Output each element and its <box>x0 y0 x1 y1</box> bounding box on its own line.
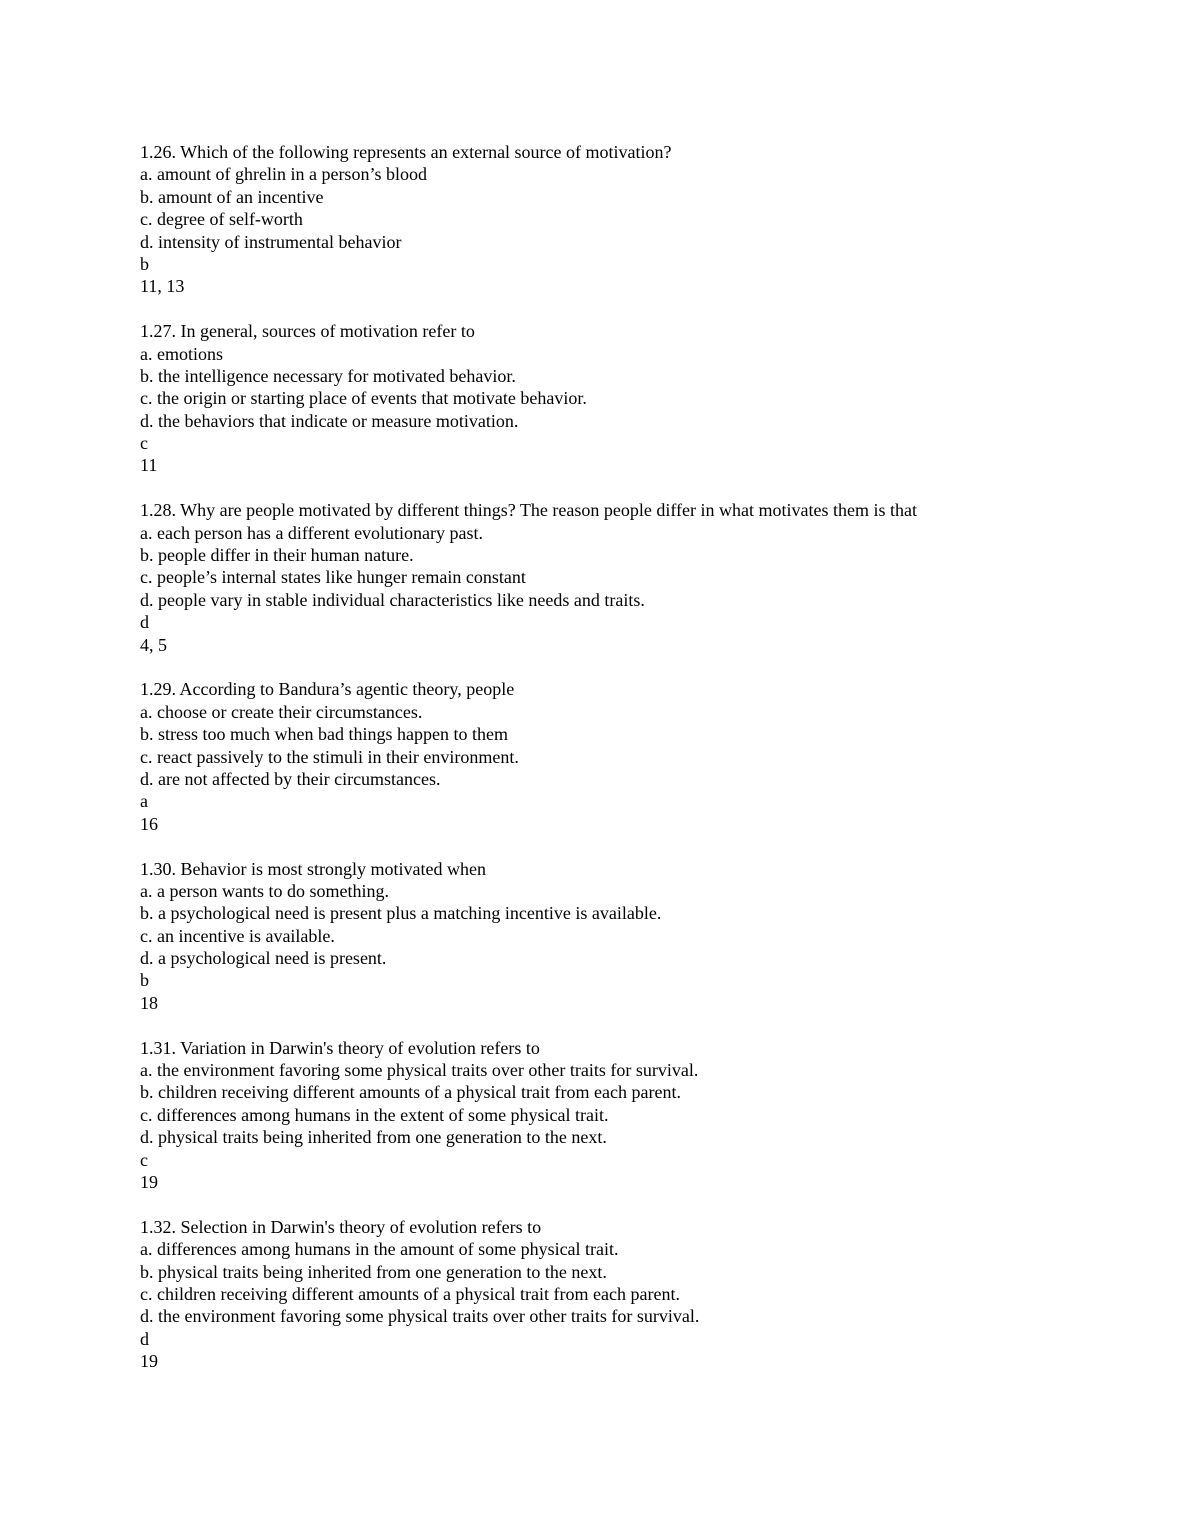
page-reference: 11 <box>140 455 158 476</box>
question-stem: 1.31. Variation in Darwin's theory of evolution refers to <box>140 1037 540 1058</box>
question-stem: 1.32. Selection in Darwin's theory of evolution refers to <box>140 1216 542 1237</box>
question-stem: 1.28. Why are people motivated by different things? The reason people differ in what motivates them is that <box>140 500 917 521</box>
answer-option-a: a. amount of ghrelin in a person’s blood <box>140 164 427 185</box>
question-stem: 1.27. In general, sources of motivation refer to <box>140 321 475 342</box>
correct-answer: c <box>140 433 148 454</box>
answer-option-d: d. are not affected by their circumstances. <box>140 768 441 789</box>
correct-answer: c <box>140 1149 148 1170</box>
page-reference: 4, 5 <box>140 634 167 655</box>
question-block-1-32 <box>140 1216 1150 1373</box>
page-reference: 11, 13 <box>140 276 185 297</box>
answer-option-d: d. the environment favoring some physical traits over other traits for survival. <box>140 1306 700 1327</box>
answer-option-c: c. react passively to the stimuli in their environment. <box>140 746 519 767</box>
answer-option-a: a. choose or create their circumstances. <box>140 701 423 722</box>
correct-answer: a <box>140 791 148 812</box>
question-stem: 1.26. Which of the following represents an external source of motivation? <box>140 142 672 162</box>
question-block-1-28 <box>140 499 1150 656</box>
answer-option-d: d. physical traits being inherited from one generation to the next. <box>140 1127 607 1148</box>
answer-option-d: d. intensity of instrumental behavior <box>140 231 402 252</box>
answer-option-d: d. the behaviors that indicate or measure motivation. <box>140 410 519 431</box>
correct-answer: d <box>140 612 149 633</box>
answer-option-b: b. physical traits being inherited from one generation to the next. <box>140 1261 607 1282</box>
answer-option-b: b. children receiving different amounts of a physical trait from each parent. <box>140 1082 681 1103</box>
answer-option-d: d. a psychological need is present. <box>140 948 387 969</box>
answer-option-c: c. people’s internal states like hunger remain constant <box>140 567 526 588</box>
answer-option-c: c. degree of self-worth <box>140 209 303 230</box>
answer-option-b: b. a psychological need is present plus a matching incentive is available. <box>140 903 662 924</box>
answer-option-a: a. differences among humans in the amount of some physical trait. <box>140 1239 619 1260</box>
page-reference: 19 <box>140 1351 158 1372</box>
correct-answer: b <box>140 253 149 274</box>
correct-answer: b <box>140 970 149 991</box>
question-block-1-30 <box>140 858 1150 1015</box>
document-page <box>140 141 1150 1395</box>
question-stem: 1.29. According to Bandura’s agentic theory, people <box>140 679 515 700</box>
answer-option-d: d. people vary in stable individual characteristics like needs and traits. <box>140 589 645 610</box>
answer-option-c: c. differences among humans in the extent of some physical trait. <box>140 1104 609 1125</box>
answer-option-b: b. people differ in their human nature. <box>140 545 414 566</box>
page-reference: 16 <box>140 813 158 834</box>
question-block-1-27 <box>140 320 1150 477</box>
page-reference: 18 <box>140 992 158 1013</box>
page-reference: 19 <box>140 1171 158 1192</box>
answer-option-b: b. amount of an incentive <box>140 186 324 207</box>
answer-option-a: a. each person has a different evolutionary past. <box>140 522 484 543</box>
answer-option-c: c. an incentive is available. <box>140 925 335 946</box>
question-block-1-31 <box>140 1037 1150 1194</box>
answer-option-a: a. a person wants to do something. <box>140 880 389 901</box>
answer-option-b: b. stress too much when bad things happen to them <box>140 724 508 745</box>
answer-option-a: a. emotions <box>140 343 223 364</box>
answer-option-b: b. the intelligence necessary for motivated behavior. <box>140 365 516 386</box>
answer-option-c: c. the origin or starting place of events that motivate behavior. <box>140 388 587 409</box>
answer-option-c: c. children receiving different amounts of a physical trait from each parent. <box>140 1283 680 1304</box>
question-block-1-26 <box>140 141 1150 298</box>
correct-answer: d <box>140 1328 149 1349</box>
question-stem: 1.30. Behavior is most strongly motivated when <box>140 858 486 879</box>
answer-option-a: a. the environment favoring some physical traits over other traits for survival. <box>140 1060 699 1081</box>
question-block-1-29 <box>140 678 1150 835</box>
